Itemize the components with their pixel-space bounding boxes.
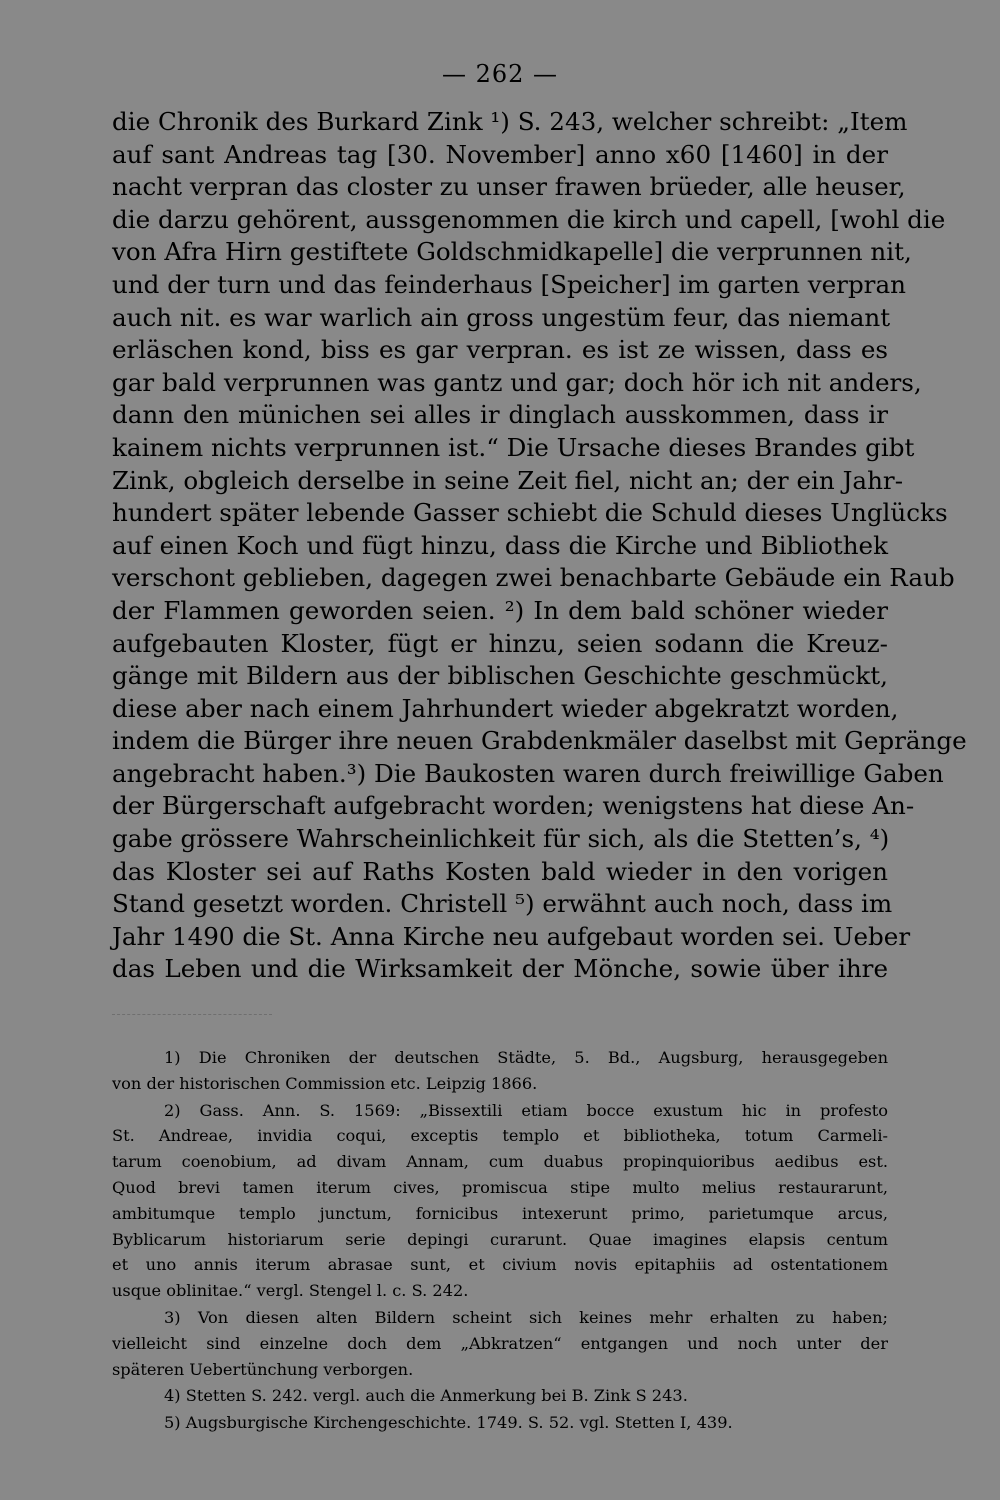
text-line: Jahr 1490 die St. Anna Kirche neu aufgebaut worden sei. Ueber xyxy=(112,921,911,951)
footnote-3 xyxy=(112,1305,888,1382)
footnote-line: 3) Von diesen alten Bildern scheint sich keines mehr erhalten zu haben; xyxy=(164,1308,888,1327)
footnote-line: St. Andreae, invidia coqui, exceptis templo et bibliotheka, totum Carmeli- xyxy=(112,1126,888,1146)
text-line: die Chronik des Burkard Zink ¹) S. 243, welcher schreibt: „Item xyxy=(112,107,908,136)
text-line: auch nit. es war warlich ain gross ungestüm feur, das niemant xyxy=(112,302,891,332)
footnote-line: späteren Uebertünchung verborgen. xyxy=(112,1359,414,1379)
footnote-line: von der historischen Commission etc. Leipzig 1866. xyxy=(112,1073,538,1093)
footnote-line: et uno annis iterum abrasae sunt, et civium novis epitaphiis ad ostentationem xyxy=(112,1255,888,1275)
footnote-line: ambitumque templo junctum, fornicibus intexerunt primo, parietumque arcus, xyxy=(112,1203,888,1223)
text-line: das Leben und die Wirksamkeit der Mönche, sowie über ihre xyxy=(112,954,888,984)
text-line: hundert später lebende Gasser schiebt die Schuld dieses Unglücks xyxy=(112,498,948,528)
footnote-line: 2) Gass. Ann. S. 1569: „Bissextili etiam bocce exustum hic in profesto xyxy=(164,1100,888,1120)
text-line: der Flammen geworden seien. ²) In dem bald schöner wieder xyxy=(112,595,888,625)
text-line: von Afra Hirn gestiftete Goldschmidkapelle] die verprunnen nit, xyxy=(112,237,912,267)
footnote-line: 5) Augsburgische Kirchengeschichte. 1749. S. 52. vgl. Stetten I, 439. xyxy=(164,1413,733,1433)
text-line: Zink, obgleich derselbe in seine Zeit fiel, nicht an; der ein Jahr- xyxy=(112,465,903,495)
text-line: angebracht haben.³) Die Baukosten waren durch freiwillige Gaben xyxy=(112,758,944,788)
footnote-5 xyxy=(112,1410,888,1436)
text-line: verschont geblieben, dagegen zwei benachbarte Gebäude ein Raub xyxy=(112,563,955,593)
text-line: auf einen Koch und fügt hinzu, dass die Kirche und Bibliothek xyxy=(112,530,888,560)
text-line: gabe grössere Wahrscheinlichkeit für sich, als die Stetten’s, ⁴) xyxy=(112,824,890,854)
footnote-line: usque oblinitae.“ vergl. Stengel l. c. S. 242. xyxy=(112,1281,469,1301)
footnote-line: tarum coenobium, ad divam Annam, cum duabus propinquioribus aedibus est. xyxy=(112,1152,888,1172)
footnote-1 xyxy=(112,1045,888,1097)
text-line: kainem nichts verprunnen ist.“ Die Ursache dieses Brandes gibt xyxy=(112,432,915,462)
footnotes xyxy=(112,1045,888,1436)
text-line: gänge mit Bildern aus der biblischen Geschichte geschmückt, xyxy=(112,661,888,691)
text-line: erläschen kond, biss es gar verpran. es ist ze wissen, dass es xyxy=(112,335,888,365)
main-text xyxy=(112,106,967,986)
footnote-line: Quod brevi tamen iterum cives, promiscua stipe multo melius restaurarunt, xyxy=(112,1178,888,1198)
text-line: aufgebauten Kloster, fügt er hinzu, seien sodann die Kreuz- xyxy=(112,628,888,658)
text-line: nacht verpran das closter zu unser frawen brüeder, alle heuser, xyxy=(112,172,906,202)
book-page xyxy=(112,56,967,1456)
text-line: die darzu gehörent, aussgenommen die kirch und capell, [wohl die xyxy=(112,204,946,234)
text-line: diese aber nach einem Jahrhundert wieder abgekratzt worden, xyxy=(112,693,899,723)
text-line: auf sant Andreas tag [30. November] anno x60 [1460] in der xyxy=(112,139,888,169)
text-line: dann den münichen sei alles ir dinglach ausskommen, dass ir xyxy=(112,400,888,430)
footnote-line: Byblicarum historiarum serie depingi curarunt. Quae imagines elapsis centum xyxy=(112,1229,888,1249)
footnote-4 xyxy=(112,1383,888,1409)
footnote-line: 4) Stetten S. 242. vergl. auch die Anmerkung bei B. Zink S 243. xyxy=(164,1386,688,1406)
text-line: indem die Bürger ihre neuen Grabdenkmäler daselbst mit Gepränge xyxy=(112,726,967,756)
footnote-divider xyxy=(112,1014,272,1015)
footnote-line: vielleicht sind einzelne doch dem „Abkratzen“ entgangen und noch unter der xyxy=(112,1333,888,1353)
footnote-2 xyxy=(112,1098,888,1304)
text-line: der Bürgerschaft aufgebracht worden; wenigstens hat diese An- xyxy=(112,791,915,821)
footnote-line: 1) Die Chroniken der deutschen Städte, 5. Bd., Augsburg, herausgegeben xyxy=(164,1048,888,1068)
text-line: gar bald verprunnen was gantz und gar; doch hör ich nit anders, xyxy=(112,367,922,397)
page-number: — 262 — xyxy=(441,60,559,88)
text-line: Stand gesetzt worden. Christell ⁵) erwähnt auch noch, dass im xyxy=(112,889,893,919)
text-line: das Kloster sei auf Raths Kosten bald wieder in den vorigen xyxy=(112,856,888,886)
text-line: und der turn und das feinderhaus [Speicher] im garten verpran xyxy=(112,269,906,299)
